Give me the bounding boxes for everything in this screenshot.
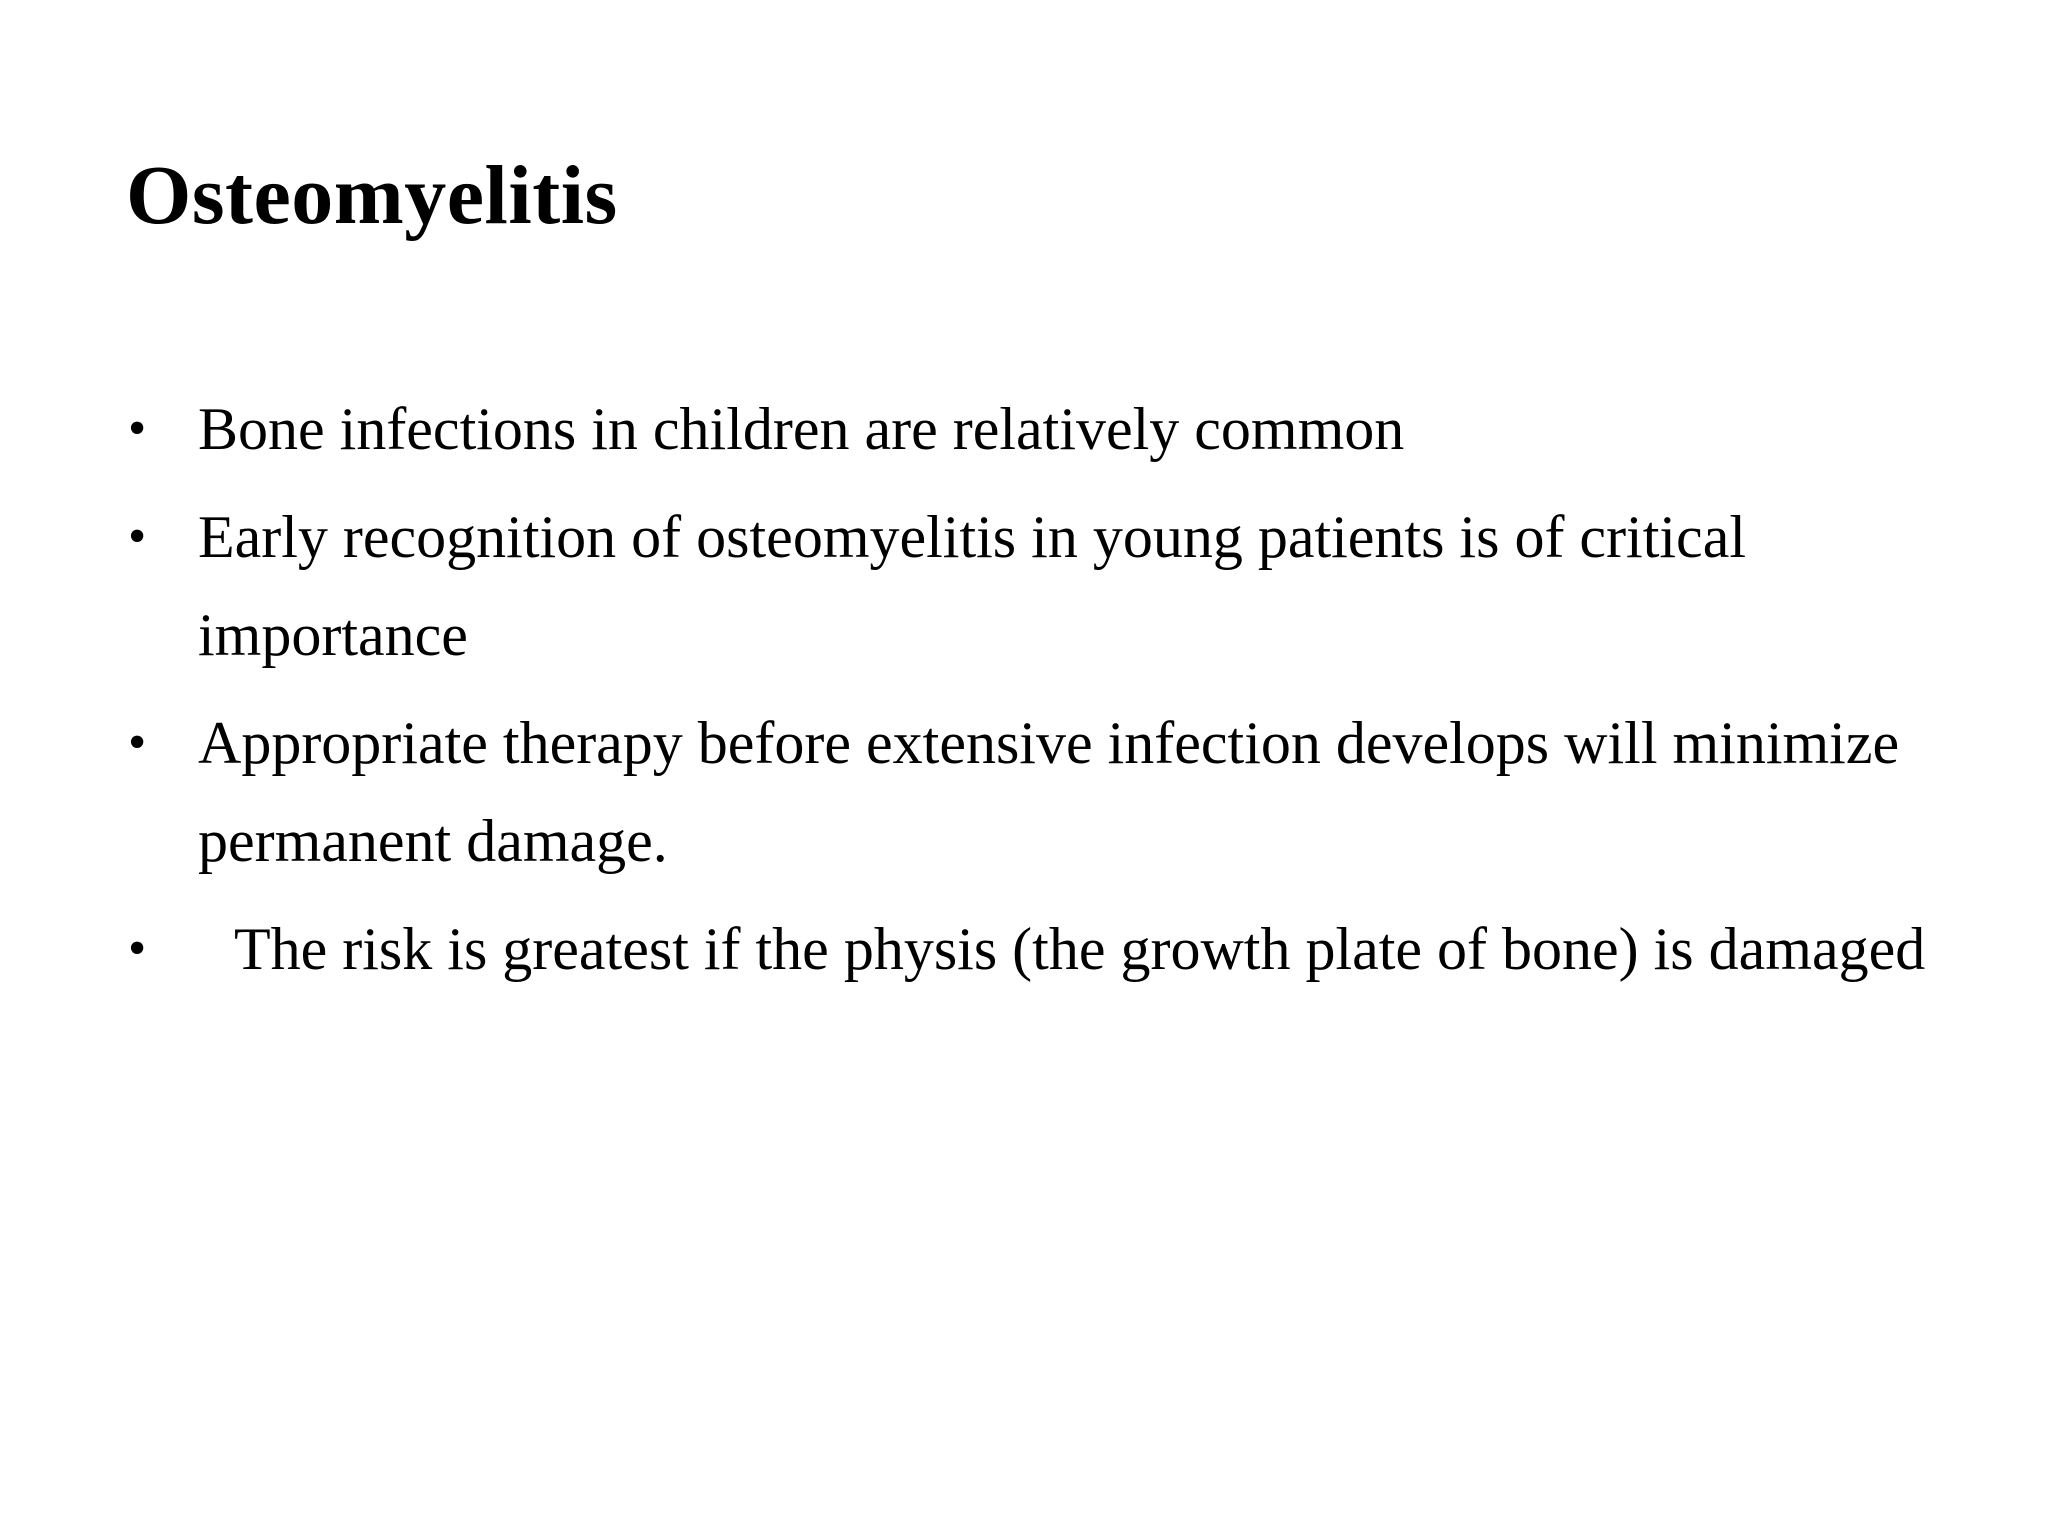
bullet-text: The risk is greatest if the physis (the growth plate of bone) is damaged	[234, 916, 1926, 982]
bullet-text: Bone infections in children are relatively common	[198, 396, 1405, 462]
bullet-item	[126, 900, 1946, 998]
bullet-text: Early recognition of osteomyelitis in young patients is of critical importance	[198, 504, 1746, 668]
slide-title: Osteomyelitis	[126, 149, 618, 242]
bullet-list	[126, 380, 1946, 1008]
bullet-item	[126, 488, 1946, 684]
bullet-item	[126, 694, 1946, 890]
bullet-point-icon: •	[128, 714, 147, 771]
bullet-point-icon: •	[128, 400, 147, 457]
bullet-point-icon: •	[128, 508, 147, 565]
bullet-item	[126, 380, 1946, 478]
bullet-point-icon: •	[128, 920, 147, 977]
bullet-text: Appropriate therapy before extensive infection develops will minimize permanent damage.	[198, 710, 1900, 874]
